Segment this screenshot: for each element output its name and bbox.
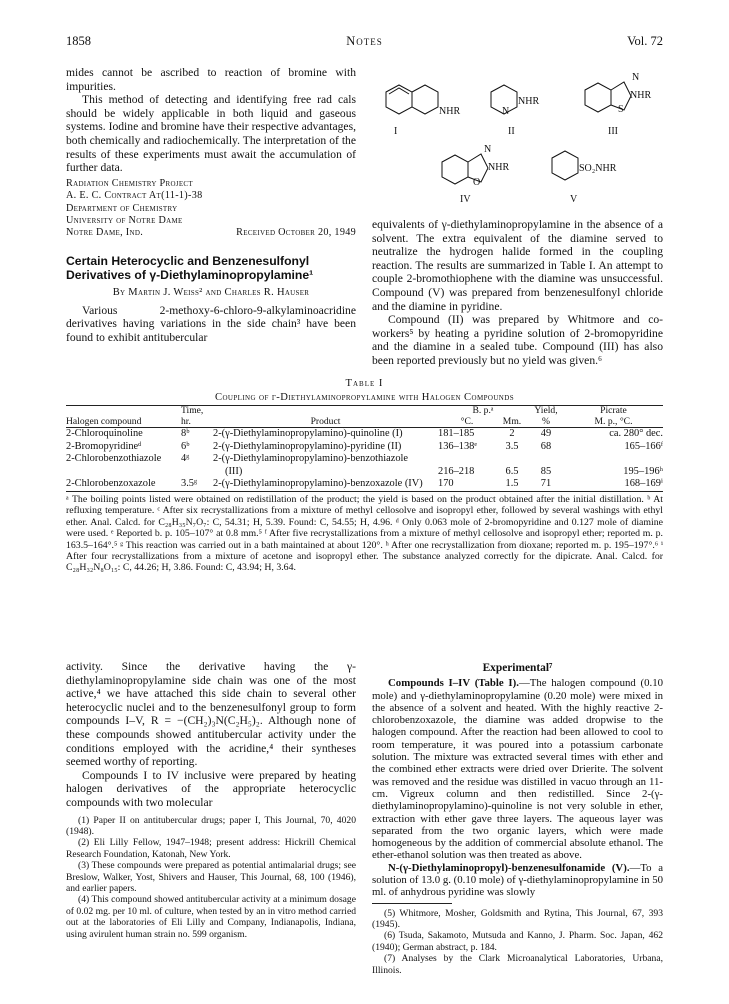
col-header-product: Product [213, 417, 438, 428]
cell-product: 2-(γ-Diethylaminopropylamino)-benzoxazole (IV) [213, 478, 438, 491]
cell-yield: 49 [540, 428, 552, 439]
benzene-ring-shape [386, 85, 412, 114]
section-heading: Experimental⁷ [482, 662, 553, 674]
right-column-top [372, 218, 663, 368]
table-title: Table I [345, 378, 384, 389]
right-column-bottom [372, 660, 663, 976]
table-i [66, 378, 663, 574]
cell-time: 4ᵍ [181, 453, 190, 465]
paragraph: mides cannot be ascribed to reaction of bromine with impurities. [66, 66, 356, 93]
substituent-label: NHR [518, 96, 540, 107]
cell-time: 3.5ᵍ [181, 478, 213, 491]
section-title: Notes [346, 34, 383, 48]
cell-yield: 85 [540, 465, 552, 477]
cell-halogen: 2-Chlorobenzothiazole [66, 453, 162, 465]
table-grid [66, 405, 663, 492]
paragraph: Various 2-methoxy-6-chloro-9-alkylaminoacridine derivatives having variations in the side chain³ have been found to exhibit antitubercular [66, 303, 356, 344]
col-header-time: Time, [181, 406, 213, 417]
cell-time: 8ᵇ [181, 428, 190, 439]
paragraph-text: —To a solution of 13.0 g. (0.10 mole) of γ-diethylaminopropylamine in 50 ml. of anhydrous pyridine was slowly [372, 861, 664, 899]
footnotes [372, 908, 663, 976]
left-column-bottom [66, 660, 356, 940]
pyridine-ring-shape [412, 85, 438, 114]
cell-yield [528, 453, 564, 466]
affiliation-line: Radiation Chemistry Project [66, 177, 193, 189]
location: Notre Dame, Ind. [66, 227, 144, 239]
cell-halogen: 2-Chlorobenzoxazole [66, 478, 181, 491]
chemical-structures [372, 66, 662, 232]
received-date: Received October 20, 1949 [236, 227, 356, 239]
affiliation-line: University of Notre Dame [66, 214, 183, 226]
cell-bp-c: 181–185 [438, 428, 475, 439]
table-caption: Coupling of γ-Diethylaminopropylamine with Halogen Compounds [214, 392, 515, 403]
page-number: 1858 [66, 34, 91, 48]
paragraph: equivalents of γ-diethylaminopropylamine in the absence of a solvent. The extra equivalent of the diamine served to neutralize the hydrogen halide formed in the coupling reaction. The results are summarized in Table I. An attempt to couple 2-bromothiophene with the diamine was unsuccessful. Compound (V) was prepared from benzenesulfonyl chloride and the diamine in pyridine. [372, 218, 663, 313]
col-header-time-unit: hr. [181, 417, 213, 428]
table-row [66, 453, 663, 466]
cell-product: 2-(γ-Diethylaminopropylamino)-pyridine (II) [213, 440, 402, 452]
cell-yield: 71 [528, 478, 564, 491]
volume-number: Vol. 72 [627, 34, 663, 48]
cell-product: 2-(γ-Diethylaminopropylamino)-benzothiazole [213, 453, 409, 465]
col-header-bp: B. p.ᵃ [438, 406, 528, 417]
cell-halogen: 2-Chloroquinoline [66, 428, 143, 439]
running-header [66, 34, 663, 50]
cell-picrate: ca. 280° dec. [609, 428, 663, 439]
cell-product: (III) [225, 465, 243, 477]
col-header-halogen: Halogen compound [66, 417, 181, 428]
paragraph: Compound (II) was prepared by Whitmore and co-workers⁵ by heating a pyridine solution of 2-bromopyridine and the diamine in a sealed tube. Compound (III) has also been reported previously but no yield was given.⁶ [372, 313, 663, 367]
footnote: (5) Whitmore, Mosher, Goldsmith and Rytina, This Journal, 67, 393 (1945). [372, 907, 663, 931]
compound-label-i: I [394, 126, 398, 137]
col-header-yield-unit: % [528, 417, 564, 428]
cell-bp-mm: 3.5 [505, 440, 519, 452]
atom-label: N [502, 106, 510, 117]
paragraph-text: —The halogen compound (0.10 mole) and γ-diethylaminopropylamine (0.20 mole) were mixed in the absence of a solvent and heated. With the highly reactive 2-chlorobenzoxazole, the diamine was added dropwise to the halogen compound. After the reaction had been allowed to cool to room temperature, it was poured into a potassium carbonate solution. The mixture was extracted several times with ether and the combined ether extracts were dried over Drierite. The solvent was removed and the residue was distilled in vacuo through an 11-cm. Vigreux column and then redistilled. Since 2-(γ-diethylaminopropylamino)-quinoline is not very soluble in ether, extraction with ether gave three layers. The aqueous layer was separated from the two organic layers, which were made homogeneous by the addition of commercial absolute ethanol. The ether-ethanol solution was then treated as above. [372, 677, 663, 862]
benzene-ring-shape [585, 83, 611, 112]
cell-picrate: 195–196ʰ [623, 465, 663, 477]
footnote: (2) Eli Lilly Fellow, 1947–1948; present address: Hickrill Chemical Research Foundation, Katonah, New York. [66, 837, 356, 860]
affiliation-block [66, 178, 356, 240]
article-authors: By Martin J. Weiss² and Charles R. Hauser [112, 287, 310, 299]
cell-picrate: 168–169ⁱ [564, 478, 663, 491]
cell-bp-mm [496, 453, 528, 466]
compound-label-iv: IV [460, 194, 471, 205]
affiliation-line: Department of Chemistry [66, 202, 178, 214]
col-header-bp-c: °C. [438, 417, 496, 428]
footnote: (1) Paper II on antitubercular drugs; paper I, This Journal, 70, 4020 (1948). [66, 814, 356, 837]
paragraph [372, 677, 663, 861]
affiliation-line [66, 227, 356, 239]
compound-label-ii: II [508, 126, 515, 137]
table-row [66, 466, 663, 479]
col-header-picrate-unit: M. p., °C. [564, 417, 663, 428]
cell-bp-c: 170 [438, 478, 496, 491]
cell-product: 2-(γ-Diethylaminopropylamino)-quinoline (I) [213, 428, 403, 439]
cell-bp-mm: 2 [509, 428, 515, 439]
paragraph [372, 862, 663, 899]
cell-bp-c: 216–218 [438, 465, 475, 477]
atom-label: N [484, 144, 492, 155]
footnote: (7) Analyses by the Clark Microanalytical Laboratories, Urbana, Illinois. [372, 953, 663, 976]
col-header-yield: Yield, [528, 406, 564, 417]
compound-label-iii: III [608, 126, 618, 137]
col-header-bp-mm: Mm. [496, 417, 528, 428]
structure-drawings [372, 66, 662, 232]
cell-bp-mm: 1.5 [496, 478, 528, 491]
cell-bp-mm: 6.5 [505, 465, 519, 477]
cell-bp-c [438, 453, 496, 466]
cell-time [181, 466, 213, 479]
cell-picrate: 165–166ᶠ [624, 440, 663, 452]
affiliation-line: A. E. C. Contract At(11-1)-38 [66, 190, 203, 202]
cell-bp-c: 136–138ᵉ [438, 440, 478, 452]
paragraph: Compounds I to IV inclusive were prepared by heating halogen derivatives of the appropriate heterocyclic compounds with two molecular [66, 768, 356, 809]
cell-halogen [66, 466, 181, 479]
footnote: (6) Tsuda, Sakamoto, Mutsuda and Kanno, J. Pharm. Soc. Japan, 462 (1940); German abstract, p. 184. [372, 930, 663, 953]
run-in-heading: N-(γ-Diethylaminopropyl)-benzenesulfonamide (V). [388, 861, 630, 874]
atom-label: O [473, 177, 481, 188]
article-title: Certain Heterocyclic and Benzenesulfonyl Derivatives of γ-Diethylaminopropylamine¹ [66, 253, 314, 282]
footnote-rule [372, 903, 452, 904]
table-row [66, 441, 663, 454]
atom-label: N [632, 72, 640, 83]
benzene-ring-shape [552, 151, 578, 180]
cell-picrate [564, 453, 663, 466]
atom-label: S [618, 104, 624, 115]
substituent-label: SO₂NHR [579, 163, 617, 174]
run-in-heading: Compounds I–IV (Table I). [388, 677, 519, 690]
cell-time: 6ᵇ [181, 440, 190, 452]
col-header-picrate: Picrate [564, 406, 663, 417]
table-footnotes: ᵃ The boiling points listed were obtained on redistillation of the product; the yield is based on the product obtained after the initial distillation. ᵇ At refluxing temperature. ᶜ After six recrystallizations from a mixture of methyl cellosolve and isopropyl ether, followed by several washings with ethyl ether. Anal. Calcd. for C₂₈H₃₅N₇O₇: C, 54.31; H, 5.39. Found: C, 54.55; H, 4.96. ᵈ Only 0.063 mole of 2-bromopyridine and 0.127 mole of diamine were used. ᵉ Reported b. p. 105–107° at 0.8 mm.⁵ ᶠ After five recrystallizations from a mixture of methyl cellosolve and isopropyl ether; reported m. p. 163.5–164°.⁵ ᵍ This reaction was carried out in a bath maintained at about 120°. ʰ After one recrystallization from dioxane; reported m. p. 195–197°.⁶ ⁱ After four recrystallizations from a mixture of acetone and isopropyl ether. The substance analyzed correctly for the dipicrate. Anal. Calcd. for C₂₈H₃₂N₈O₁₅: C, 44.26; H, 3.86. Found: C, 43.94; H, 3.64. [66, 493, 663, 574]
cell-halogen: 2-Bromopyridineᵈ [66, 440, 142, 452]
footnotes [66, 815, 356, 940]
substituent-label: NHR [488, 162, 510, 173]
paragraph: This method of detecting and identifying free rad cals should be widely applicable in both liquid and gaseous systems. Iodine and bromine have their respective advantages, both chemically and radiochemically. The interpretation of the results of these experiments must await the accumulation of further data. [66, 93, 356, 175]
benzene-ring-shape [442, 155, 468, 184]
compound-label-v: V [570, 194, 578, 205]
table-row [66, 428, 663, 441]
left-column-top [66, 66, 356, 345]
substituent-label: NHR [439, 106, 461, 117]
footnote: (3) These compounds were prepared as potential antimalarial drugs; see Breslow, Walker, Yost, Shivers and Hauser, This Journal, 68, 100 (1946), and earlier papers. [66, 860, 356, 894]
cell-yield: 68 [540, 440, 552, 452]
substituent-label: NHR [630, 90, 652, 101]
paragraph: activity. Since the derivative having the γ-diethylaminopropylamine side chain was one of the most active,⁴ we have attached this side chain to several other heterocyclic nuclei and to the benzenesulfonyl group to form compounds I–V, R = −(CH₂)₃N(C₂H₅)₂. Although none of these compounds showed antitubercular activity under the conditions employed with the acridine,⁴ their syntheses seemed worthy of reporting. [66, 660, 356, 769]
footnote: (4) This compound showed antitubercular activity at a minimum dosage of 0.02 mg. per 10 ml. of culture, when tested by an in vitro method carried out at the laboratories of Eli Lilly and Company, Indianapolis, Indiana, using avirulent human strain no. 599 organism. [66, 894, 356, 940]
table-row [66, 478, 663, 491]
